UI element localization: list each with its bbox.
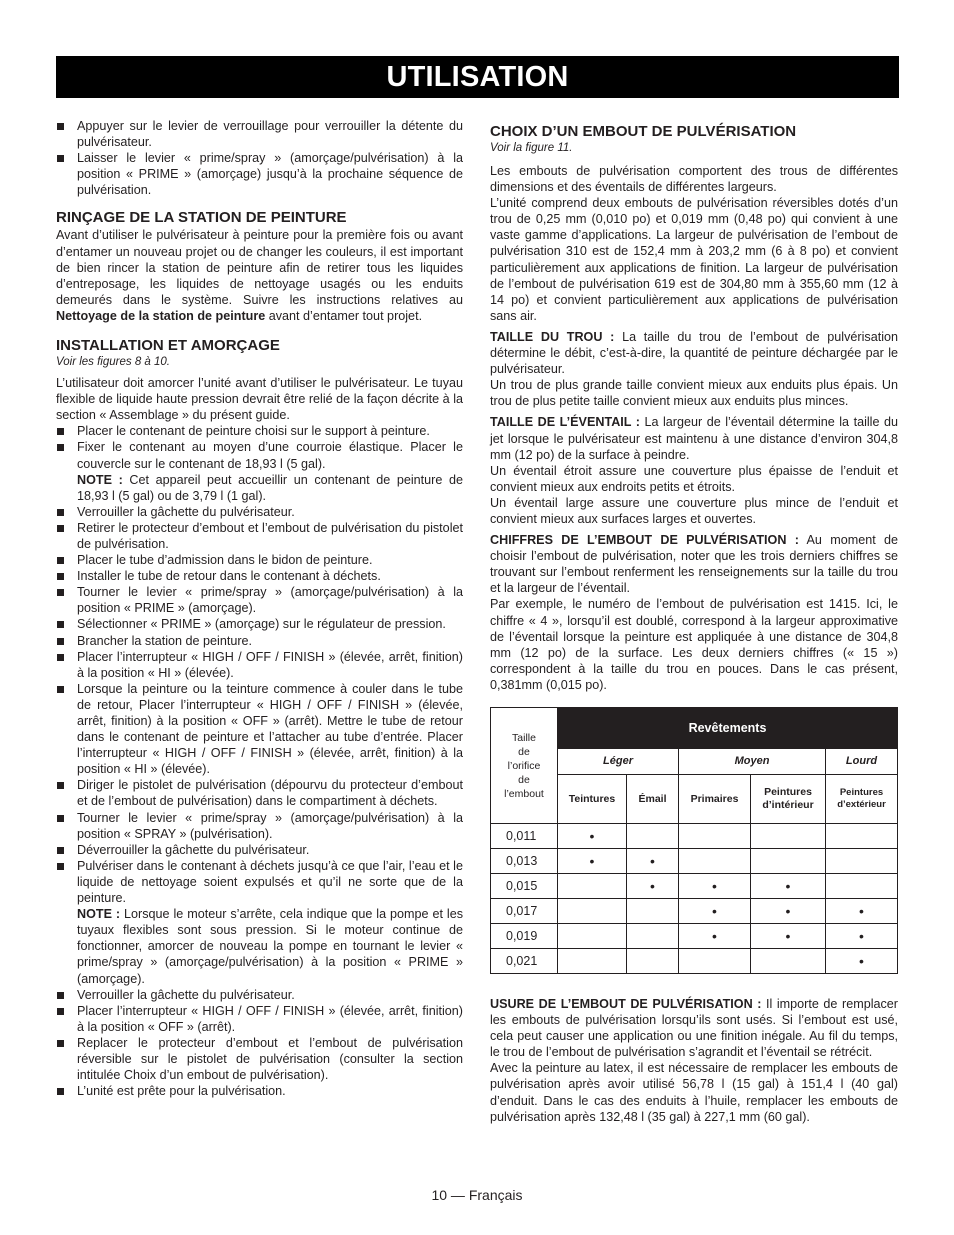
paragraph: TAILLE DE L’ÉVENTAIL : La largeur de l’éventail détermine la taille du jet lorsque le pulvérisateur est maintenu à une distance d’environ 304,8 mm (12 po) de la surface à peindre. [490, 415, 898, 462]
coating-cell: • [751, 924, 826, 949]
coating-cell: • [627, 874, 679, 899]
hole-size-cell: 0,021 [491, 949, 558, 974]
coating-cell [679, 824, 751, 849]
list-item: Verrouiller la gâchette du pulvérisateur. [56, 504, 463, 520]
list-item: Laisser le levier « prime/spray » (amorçage/pulvérisation) à la position « PRIME » (amorçage) jusqu’à la prochaine séquence de pulvérisation. [56, 150, 463, 198]
page-title: UTILISATION [56, 56, 899, 98]
coating-cell: • [826, 949, 898, 974]
list-item: Sélectionner « PRIME » (amorçage) sur le régulateur de pression. [56, 616, 463, 632]
paragraph: L’unité comprend deux embouts de pulvérisation réversibles dotés d’un trou de 0,25 mm (0,010 po) et 0,019 mm (0,48 po) qui convient à une vaste gamme d’applications. La largeur de pulvérisation de l’embout de pulvérisation 310 est de 152,4 mm à 203,2 mm (6 à 8 po) et convient particulièrement aux applications de finition. La largeur de pulvérisation de l’embout de pulvérisation 619 est de 304,80 mm à 355,60 mm (12 à 14 po) et convient particulièrement aux applications de pulvérisation sans air. [490, 196, 898, 323]
list-item: Retirer le protecteur d’embout et l’embout de pulvérisation du pistolet de pulvérisation. [56, 520, 463, 552]
list-item: Brancher la station de peinture. [56, 633, 463, 649]
coating-cell [558, 874, 627, 899]
rinse-paragraph: Avant d’utiliser le pulvérisateur à peinture pour la première fois ou avant d’entamer un nouveau projet ou de changer les couleurs, il est important de bien rincer la station de peinture afin de retirer tous les liquides d’entreposage, les liquides de nettoyage usagés ou les enduits demeurés dans le système. Suivre les instructions relatives au Nettoyage de la station de peinture avant d’entamer tout projet. [56, 228, 463, 323]
coating-cell: • [627, 849, 679, 874]
paragraph: Les embouts de pulvérisation comportent des trous de différentes dimensions et des éventails de différentes largeurs. [490, 164, 898, 195]
install-heading: INSTALLATION ET AMORÇAGE [56, 337, 280, 355]
coating-cell: • [826, 899, 898, 924]
paragraph: Un éventail étroit assure une couverture plus épaisse de l’enduit et convient mieux aux endroits petits et étroits. [490, 463, 898, 494]
list-item: L’unité est prête pour la pulvérisation. [56, 1083, 463, 1099]
list-item: Lorsque la peinture ou la teinture commence à couler dans le tube de retour, Placer l’interrupteur « HIGH / OFF / FINISH » (élevée, arrêt, finition) à la position « OFF » (arrêt). Mettre le tube de retour dans le contenant de peinture et l’attacher au tube d’entrée. Placer l’interrupteur « HIGH / OFF / FINISH » (élevée, arrêt, finition) à la position « HI » (élevée). [56, 681, 463, 778]
paragraph: Par exemple, le numéro de l’embout de pulvérisation est 1415. Ici, le chiffre « 4 », lorsqu’il est doublé, correspond à la largeur approximative de l’éventail lorsque la peinture est appliquée à une distance de 304,8 mm (12 po) de la surface. Les deux derniers chiffres (« 15 ») correspondent à la taille du trou en pouces. Dans le cas présent, 0,381mm (0,015 po). [490, 597, 898, 692]
list-item: Fixer le contenant au moyen d’une courroie élastique. Placer le couvercle sur le contenant de 18,93 l (5 gal). NOTE : Cet appareil peut accueillir un contenant de peinture de 18,93 l (5 gal) ou de 3,79 l (1 gal). [56, 439, 463, 503]
category-heavy: Lourd [826, 749, 898, 775]
column-exterior-paints: Peintures d’extérieur [826, 775, 898, 824]
hole-size-cell: 0,017 [491, 899, 558, 924]
right-column [490, 122, 898, 1125]
list-item: Déverrouiller la gâchette du pulvérisateur. [56, 842, 463, 858]
coating-cell [751, 849, 826, 874]
coating-cell [679, 949, 751, 974]
hole-size-cell: 0,019 [491, 924, 558, 949]
hole-size-header: Taille de l’orifice de l’embout [491, 708, 558, 824]
coatings-header: Revêtements [558, 708, 898, 749]
column-interior-paints: Peintures d’intérieur [751, 775, 826, 824]
coating-cell: • [751, 899, 826, 924]
coating-cell: • [826, 924, 898, 949]
coating-cell [627, 824, 679, 849]
list-item: Tourner le levier « prime/spray » (amorçage/pulvérisation) à la position « PRIME » (amorçage). [56, 584, 463, 616]
coating-cell: • [679, 899, 751, 924]
page-footer: 10 — Français [431, 1187, 523, 1203]
install-steps [56, 423, 463, 1099]
table-row [491, 899, 898, 924]
hole-size-cell: 0,013 [491, 849, 558, 874]
column-enamel: Émail [627, 775, 679, 824]
paragraph: Avec la peinture au latex, il est nécessaire de remplacer les embouts de pulvérisation après avoir utilisé 56,78 l (15 gal) à 151,4 l (40 gal) d’enduit. Dans le cas des enduits à l’huile, remplacer les embouts de pulvérisation après 132,48 l (35 gal) à 227,1 mm (60 gal). [490, 1061, 898, 1124]
install-intro: L’utilisateur doit amorcer l’unité avant d’utiliser le pulvérisateur. Le tuyau flexible de liquide haute pression devrait être relié de la façon décrite à la section « Assemblage » du présent guide. [56, 376, 463, 423]
table-row [491, 849, 898, 874]
coating-cell: • [558, 849, 627, 874]
column-stains: Teintures [558, 775, 627, 824]
list-item: Replacer le protecteur d’embout et l’embout de pulvérisation réversible sur le pistolet de pulvérisation (consulter la section intitulée Choix d’un embout de pulvérisation). [56, 1035, 463, 1083]
list-item: Placer l’interrupteur « HIGH / OFF / FINISH » (élevée, arrêt, finition) à la position « HI » (élevée). [56, 649, 463, 681]
paragraph: CHIFFRES DE L’EMBOUT DE PULVÉRISATION : Au moment de choisir l’embout de pulvérisation, noter que les trois derniers chiffres se trouvant sur l’embout renferment les renseignements sur la taille du trou et la largeur de l’éventail. [490, 533, 899, 596]
table-row [491, 874, 898, 899]
category-light: Léger [558, 749, 679, 775]
rinse-heading: RINÇAGE DE LA STATION DE PEINTURE [56, 209, 347, 227]
paragraph: Un éventail large assure une couverture plus mince de l’enduit et convient mieux aux surfaces larges et ouvertes. [490, 495, 898, 526]
paragraph: Un trou de plus grande taille convient mieux aux enduits plus épais. Un trou de plus petite taille convient mieux aux enduits plus minces. [490, 378, 898, 409]
table-body [491, 824, 898, 974]
paragraph: TAILLE DU TROU : La taille du trou de l’embout de pulvérisation détermine le débit, c’est-à-dire, la quantité de peinture déchargée par le pulvérisateur. [490, 329, 898, 377]
coating-cell [627, 899, 679, 924]
table-row [491, 949, 898, 974]
list-item: Pulvériser dans le contenant à déchets jusqu’à ce que l’air, l’eau et le liquide de nettoyage soient expulsés et qu’il ne sorte que de la peinture. NOTE : Lorsque le moteur s’arrête, cela indique que la pompe et les tuyaux flexibles sont sous pression. Si le moteur continue de fonctionner, amorcer de nouveau la pompe en tournant le levier « prime/spray » (amorçage/pulvérisation) à la position « PRIME » (amorçage). [56, 858, 463, 987]
coating-cell [558, 899, 627, 924]
list-item: Tourner le levier « prime/spray » (amorçage/pulvérisation) à la position « SPRAY » (pulvérisation). [56, 810, 463, 842]
list-item: Installer le tube de retour dans le contenant à déchets. [56, 568, 463, 584]
figure-reference: Voir les figures 8 à 10. [56, 356, 170, 369]
list-item: Placer le tube d’admission dans le bidon de peinture. [56, 552, 463, 568]
coating-cell [627, 949, 679, 974]
coating-cell [751, 949, 826, 974]
coating-cell [826, 824, 898, 849]
coating-cell [679, 849, 751, 874]
tip-selection-table [490, 707, 898, 974]
list-item: Verrouiller la gâchette du pulvérisateur. [56, 987, 463, 1003]
intro-list [56, 118, 463, 198]
table-row [491, 824, 898, 849]
hole-size-cell: 0,011 [491, 824, 558, 849]
coating-cell [558, 949, 627, 974]
coating-cell [558, 924, 627, 949]
coating-cell [751, 824, 826, 849]
tip-heading: CHOIX D’UN EMBOUT DE PULVÉRISATION [490, 123, 797, 140]
table-row [491, 924, 898, 949]
paragraph: USURE DE L’EMBOUT DE PULVÉRISATION : Il importe de remplacer les embouts de pulvérisation lorsqu’ils sont usés. Si l’embout est usé, cela peut causer une application ou une finition inégale. Au fil du temps, le trou de l’embout de pulvérisation s’agrandit et l’éventail se rétrécit. [490, 997, 898, 1060]
column-primers: Primaires [679, 775, 751, 824]
coating-cell [826, 849, 898, 874]
left-column [56, 118, 463, 1099]
coating-cell: • [751, 874, 826, 899]
coating-cell: • [558, 824, 627, 849]
list-item: Appuyer sur le levier de verrouillage pour verrouiller la détente du pulvérisateur. [56, 118, 463, 150]
list-item: Placer l’interrupteur « HIGH / OFF / FINISH » (élevée, arrêt, finition) à la position « OFF » (arrêt). [56, 1003, 463, 1035]
coating-cell [826, 874, 898, 899]
coating-cell [627, 924, 679, 949]
hole-size-cell: 0,015 [491, 874, 558, 899]
figure-reference: Voir la figure 11. [490, 142, 573, 154]
category-medium: Moyen [679, 749, 826, 775]
list-item: Diriger le pistolet de pulvérisation (dépourvu du protecteur d’embout et de l’embout de pulvérisation) dans le compartiment à déchets. [56, 777, 463, 809]
coating-cell: • [679, 874, 751, 899]
coating-cell: • [679, 924, 751, 949]
list-item: Placer le contenant de peinture choisi sur le support à peinture. [56, 423, 463, 439]
